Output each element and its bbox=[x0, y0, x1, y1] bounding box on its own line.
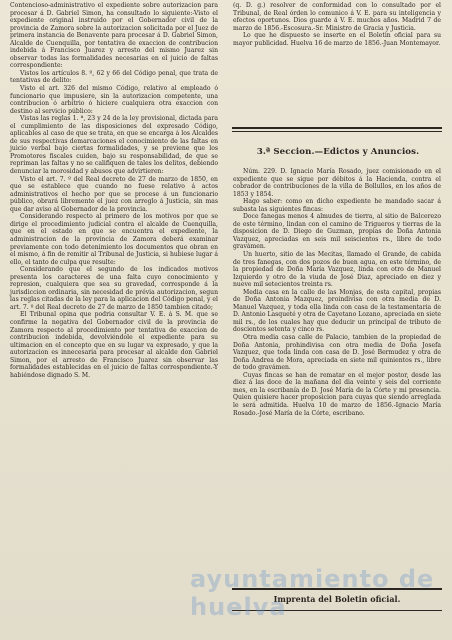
watermark-logo: ayuntamiento de huelva bbox=[190, 565, 435, 621]
paragraph: Vistos los artículos 8. º, 62 y 66 del Código penal, que trata de tentativas de delito: bbox=[10, 69, 218, 85]
edict-column bbox=[233, 168, 441, 417]
paragraph: Visto el art. 7. º del Real decreto de 27 de marzo de 1850, en que se establece que cuando no fuese relativo á actos administrativos el hecho por que se procese á un funcionario público, obrará libremente el juez con arreglo á Justicia, sin mas que dar aviso al Gobernador de la provincia. bbox=[10, 175, 218, 213]
paragraph: Otra media casa calle de Palacio, tambien de la propiedad de Doña Antonia, prohindivisa con otra media de Doña Josefa Vazquez, que toda linda con casa de D. José Bermudez y otra de Doña Andrea de Mora, apreciada en siete mil quinientos rs., libre de todo gravámen. bbox=[233, 334, 441, 372]
paragraph: Cuyas fincas se han de rematar en el mejor postor, desde las diez á las doce de la mañana del dia veinte y seis del corriente mes, en la escribanía de D. José María de la Córte y mi presencia. Quien quisiere hacer proposicion para cuyas que siendo arreglada le será admitida. Huelva 10 de marzo de 1856.-Ignacio María Rosado.-José María de la Córte, escribano. bbox=[233, 371, 441, 417]
paragraph: Hago saber: como en dicho expediente he mandado sacar á subasta las siguientes fincas: bbox=[233, 198, 441, 213]
paragraph: Núm. 229. D. Ignacio María Rosado, juez comisionado en el expediente que se sigue por débitos á la Hacienda, contra el cobrador de contribuciones de la villa de Bollullos, en los años de 1853 y 1854. bbox=[233, 168, 441, 198]
paragraph: Considerando que el segundo de los indicados motivos presenta los caracteres de una falta cuyo conocimiento y represion, cualquiera que sea su gravedad, corresponde á la jurisdiccion ordinaria, sin necesidad de prévia autorizacion, segun las reglas citadas de la ley para la aplicacion del Código penal, y el art. 7. º del Real decreto de 27 de marzo de 1850 tambien citado; bbox=[10, 266, 218, 311]
paragraph: El Tribunal opina que podria consultar V. E. á S. M. que se confirme la negativa del Gobernador civil de la provincia de Zamora respecto al procedimiento por tentativa de exaccion de contribucion indebida, devolviéndole el expediente para su ultimacion en el concepto que en su lugar va expresado, y que la autorizacion es innecesaria para procesar al alcalde don Gabriel Simon, por el arresto de Francisco Juarez sin observar las formalidades establecidas en el juicio de faltas correspondiente.-Y habiéndose dignado S. M. bbox=[10, 311, 218, 379]
divider bbox=[232, 127, 442, 129]
paragraph: Doce fanegas menos 4 almudes de tierra, al sitio de Balcerezo de este término, lindan con el camino de Trigueros y tierras de la disposicion de D. Diego de Guzman, propias de Doña Antonia Vazquez, apreciadas en seis mil seiscientos rs., libre de todo gravámen. bbox=[233, 213, 441, 251]
imprint-line: Imprenta del Boletin oficial. bbox=[273, 594, 401, 604]
right-column-top bbox=[233, 2, 441, 47]
paragraph: (q. D. g.) resolver de conformidad con lo consultado por el Tribunal, de Real órden lo comunico á V. E. para su inteligencia y efectos oportunos. Dios guarde á V. E. muchos años. Madrid 7 de marzo de 1856.-Escosura.-Sr. Ministro de Gracia y Justicia. bbox=[233, 2, 441, 32]
divider bbox=[232, 131, 442, 132]
paragraph: Media casa en la calle de las Monjas, de esta capital, propias de Doña Antonia Mazquez, proindivisa con otra media de D. Manuel Vazquez, y toda ella linda con casa de la testamentaria de D. Antonio Lasqueté y otra de Cayetano Lozano, apreciada en siete mil rs., de los cuales hay que deducir un principal de tributo de doscientos setenta y cinco rs. bbox=[233, 288, 441, 334]
paragraph: Contencioso-administrativo el expediente sobre autorizacion para procesar á D. Gabriel Simon, ha consultado lo siguiente:-Visto el expediente original instruido por el Gobernador civil de la provincia de Zamora sobre la autorizacion solicitada por el Juez de primera instancia de Benavente para procesar á D. Gabriel Simon, Alcalde de Cuenquilla, por tentativa de exaccion de contribucion indebida á Francisco Juarez y arresto del mismo Juarez sin observar todas las formalidades necesarias en el juicio de faltas correspondiente: bbox=[10, 2, 218, 70]
paragraph: Un huerto, sitio de las Mecitas, llamado el Grande, de cabida de tres fanegas, con dos pozos de buen agua, en este término, de la propiedad de Doña María Vazquez, linda con otro de Manuel Izquierdo y otro de la viuda de José Diaz, apreciado en diez y nueve mil setecientos treinta rs. bbox=[233, 251, 441, 289]
left-column bbox=[10, 2, 218, 379]
section-heading: 3.ª Seccion.—Edictos y Anuncios. bbox=[256, 147, 420, 157]
paragraph: Lo que he dispuesto se inserte en el Boletin oficial para su mayor publicidad. Huelva 16 de marzo de 1856.-Juan Montemayor. bbox=[233, 32, 441, 47]
paragraph: Considerando respecto al primero de los motivos por que se dirige el procedimiento judicial contra el alcalde de Cuenquilla, que en el estado en que se encuentra el expediente, la administracion de la provincia de Zamora deberá examinar previamente con todo detenimiento los documentos que obran en el mismo, á fin de remitir al Tribunal de Justicia, si hubiese lugar á ello, el tanto de culpa que resulte: bbox=[10, 213, 218, 266]
paragraph: Visto el art. 326 del mismo Código, relativo al empleado ó funcionario que impusiere, sin la autorizacion competente, una contribucion ó arbitrio ó hiciere cualquiera otra exaccion con destino al servicio público: bbox=[10, 85, 218, 115]
paragraph: Vistas las reglas 1. ª, 23 y 24 de la ley provisional, dictada para el cumplimiento de las disposiciones del expresado Código, aplicables al caso de que se trata, en que se encarga á los Alcaldes de sus respectivas demarcaciones el conocimiento de las faltas en juicio verbal bajo ciertas formalidades, y se previene que los Promotores fiscales cuiden, bajo su responsabilidad, de que se repriman las faltas y no se califiquen de tales los delitos, debiendo denunciar la morosidad y abusos que advirtieren: bbox=[10, 115, 218, 176]
